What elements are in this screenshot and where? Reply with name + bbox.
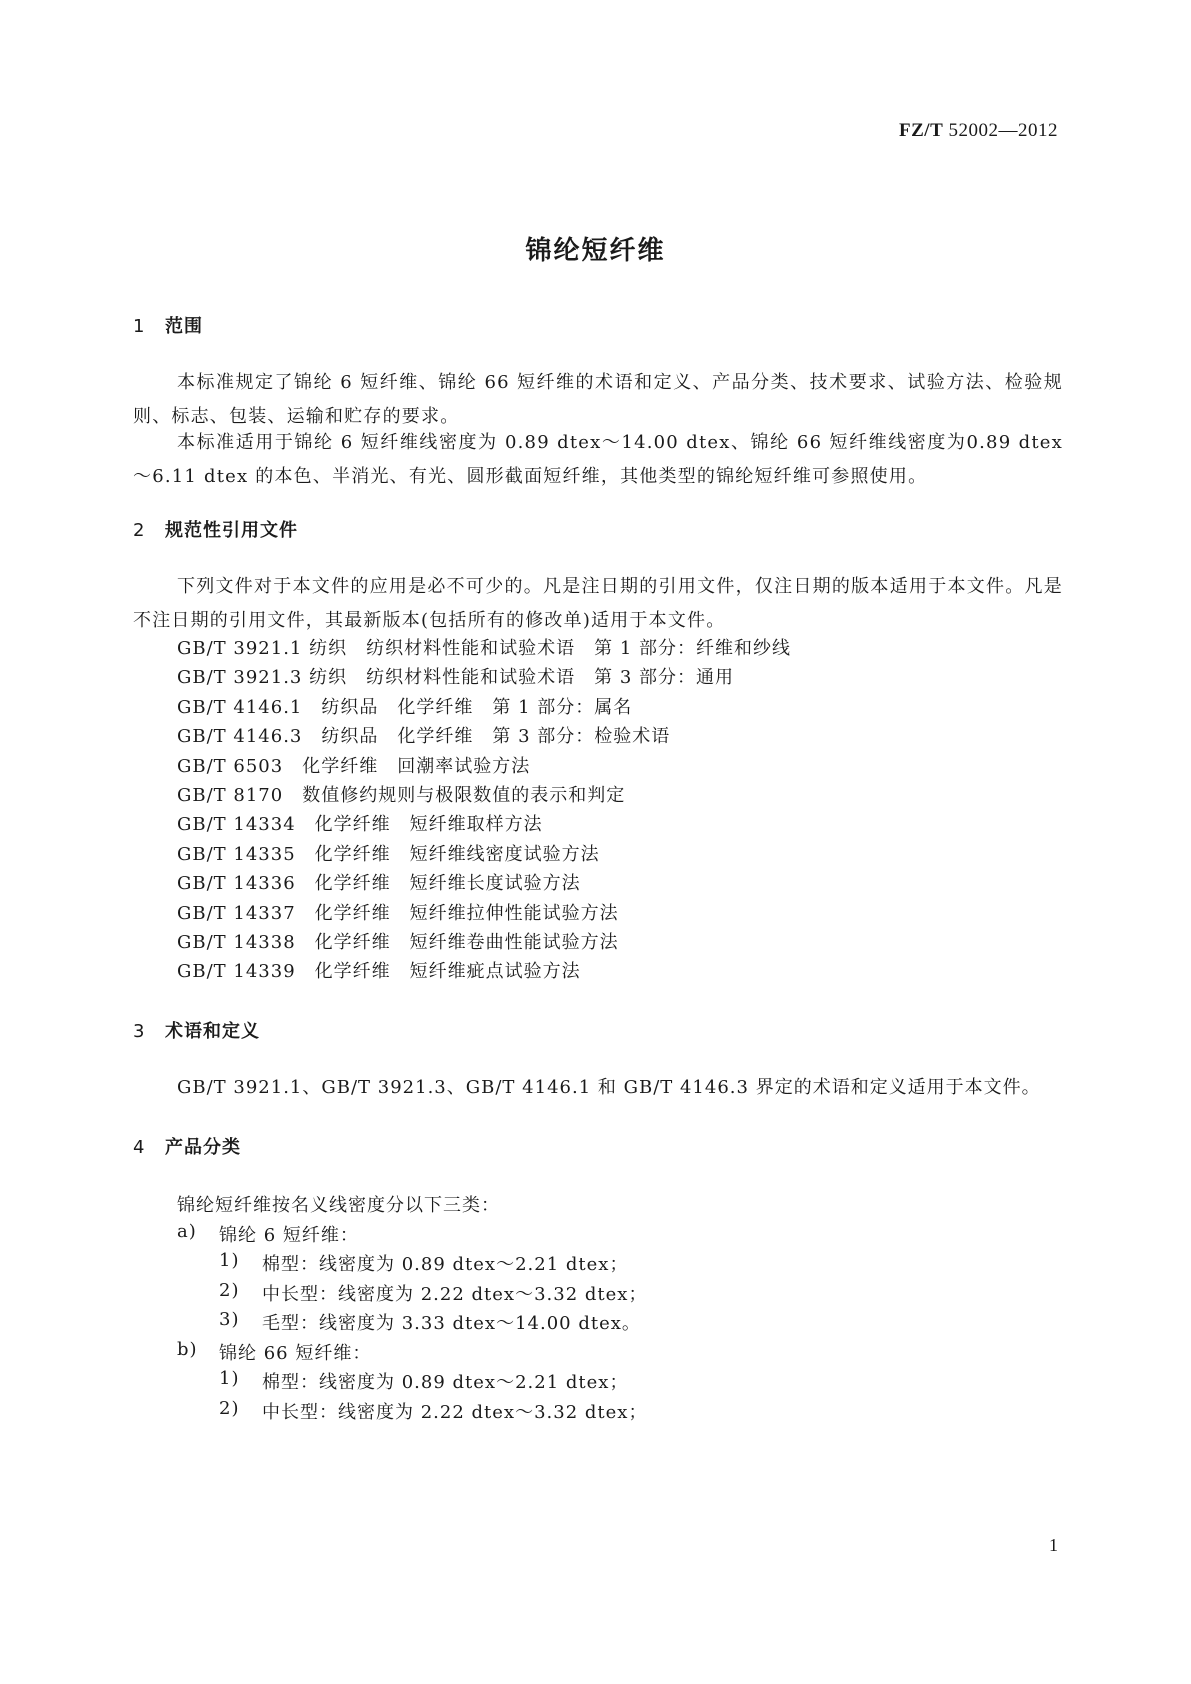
section-heading-product-classification — [133, 1133, 241, 1159]
standard-number: 52002—2012 — [948, 120, 1058, 141]
list-item-number: 1) — [219, 1250, 240, 1271]
terms-paragraph: GB/T 3921.1、GB/T 3921.3、GB/T 4146.1 和 GB/T 4146.3 界定的术语和定义适用于本文件。 — [177, 1077, 1041, 1098]
section-heading-normative-references — [133, 516, 298, 542]
standard-code — [899, 120, 1058, 142]
list-item-text: 棉型：线密度为 0.89 dtex～2.21 dtex； — [262, 1254, 629, 1275]
document-title: 锦纶短纤维 — [525, 236, 666, 266]
section-title: 规范性引用文件 — [165, 520, 298, 541]
reference-item: GB/T 3921.3 纺织 纺织材料性能和试验术语 第 3 部分：通用 — [177, 667, 734, 688]
classification-group-title: 锦纶 6 短纤维： — [219, 1225, 359, 1246]
section-number: 1 — [133, 316, 146, 337]
reference-item: GB/T 14339 化学纤维 短纤维疵点试验方法 — [177, 961, 581, 982]
section-number: 2 — [133, 520, 146, 541]
list-item-text: 中长型：线密度为 2.22 dtex～3.32 dtex； — [262, 1284, 648, 1305]
section-title: 术语和定义 — [165, 1021, 260, 1042]
standard-prefix: FZ/T — [899, 120, 944, 141]
page-number: 1 — [1049, 1535, 1058, 1555]
section-number: 4 — [133, 1137, 146, 1158]
reference-item: GB/T 4146.1 纺织品 化学纤维 第 1 部分：属名 — [177, 697, 633, 718]
list-item-number: 2) — [219, 1280, 240, 1301]
reference-item: GB/T 3921.1 纺织 纺织材料性能和试验术语 第 1 部分：纤维和纱线 — [177, 638, 791, 659]
list-item-text: 中长型：线密度为 2.22 dtex～3.32 dtex； — [262, 1402, 648, 1423]
list-item-number: 3) — [219, 1309, 240, 1330]
classification-group-label: a) — [177, 1221, 197, 1242]
reference-item: GB/T 4146.3 纺织品 化学纤维 第 3 部分：检验术语 — [177, 726, 671, 747]
list-item-number: 1) — [219, 1368, 240, 1389]
reference-item: GB/T 14334 化学纤维 短纤维取样方法 — [177, 814, 543, 835]
scope-paragraph-2: 本标准适用于锦纶 6 短纤维线密度为 0.89 dtex～14.00 dtex、锦纶 66 短纤维线密度为0.89 dtex～6.11 dtex 的本色、半消光、有光、圆形截面短纤维，其他类型的锦纶短纤维可参照使用。 — [133, 432, 1063, 487]
section-title: 产品分类 — [165, 1137, 241, 1158]
classification-group-title: 锦纶 66 短纤维： — [219, 1343, 372, 1364]
list-item-text: 毛型：线密度为 3.33 dtex～14.00 dtex。 — [262, 1313, 641, 1334]
list-item-text: 棉型：线密度为 0.89 dtex～2.21 dtex； — [262, 1372, 629, 1393]
reference-item: GB/T 8170 数值修约规则与极限数值的表示和判定 — [177, 785, 626, 806]
reference-item: GB/T 14337 化学纤维 短纤维拉伸性能试验方法 — [177, 903, 619, 924]
list-item-number: 2) — [219, 1398, 240, 1419]
section-title: 范围 — [165, 316, 203, 337]
section-heading-scope — [133, 312, 203, 338]
reference-item: GB/T 14338 化学纤维 短纤维卷曲性能试验方法 — [177, 932, 619, 953]
classification-intro: 锦纶短纤维按名义线密度分以下三类： — [177, 1195, 500, 1216]
reference-item: GB/T 6503 化学纤维 回潮率试验方法 — [177, 756, 531, 777]
scope-paragraph-1: 本标准规定了锦纶 6 短纤维、锦纶 66 短纤维的术语和定义、产品分类、技术要求、试验方法、检验规则、标志、包装、运输和贮存的要求。 — [133, 372, 1063, 427]
reference-item: GB/T 14336 化学纤维 短纤维长度试验方法 — [177, 873, 581, 894]
references-intro: 下列文件对于本文件的应用是必不可少的。凡是注日期的引用文件，仅注日期的版本适用于本文件。凡是不注日期的引用文件，其最新版本(包括所有的修改单)适用于本文件。 — [133, 576, 1063, 631]
reference-item: GB/T 14335 化学纤维 短纤维线密度试验方法 — [177, 844, 600, 865]
section-heading-terms-definitions — [133, 1017, 260, 1043]
classification-group-label: b) — [177, 1339, 198, 1360]
section-number: 3 — [133, 1021, 146, 1042]
